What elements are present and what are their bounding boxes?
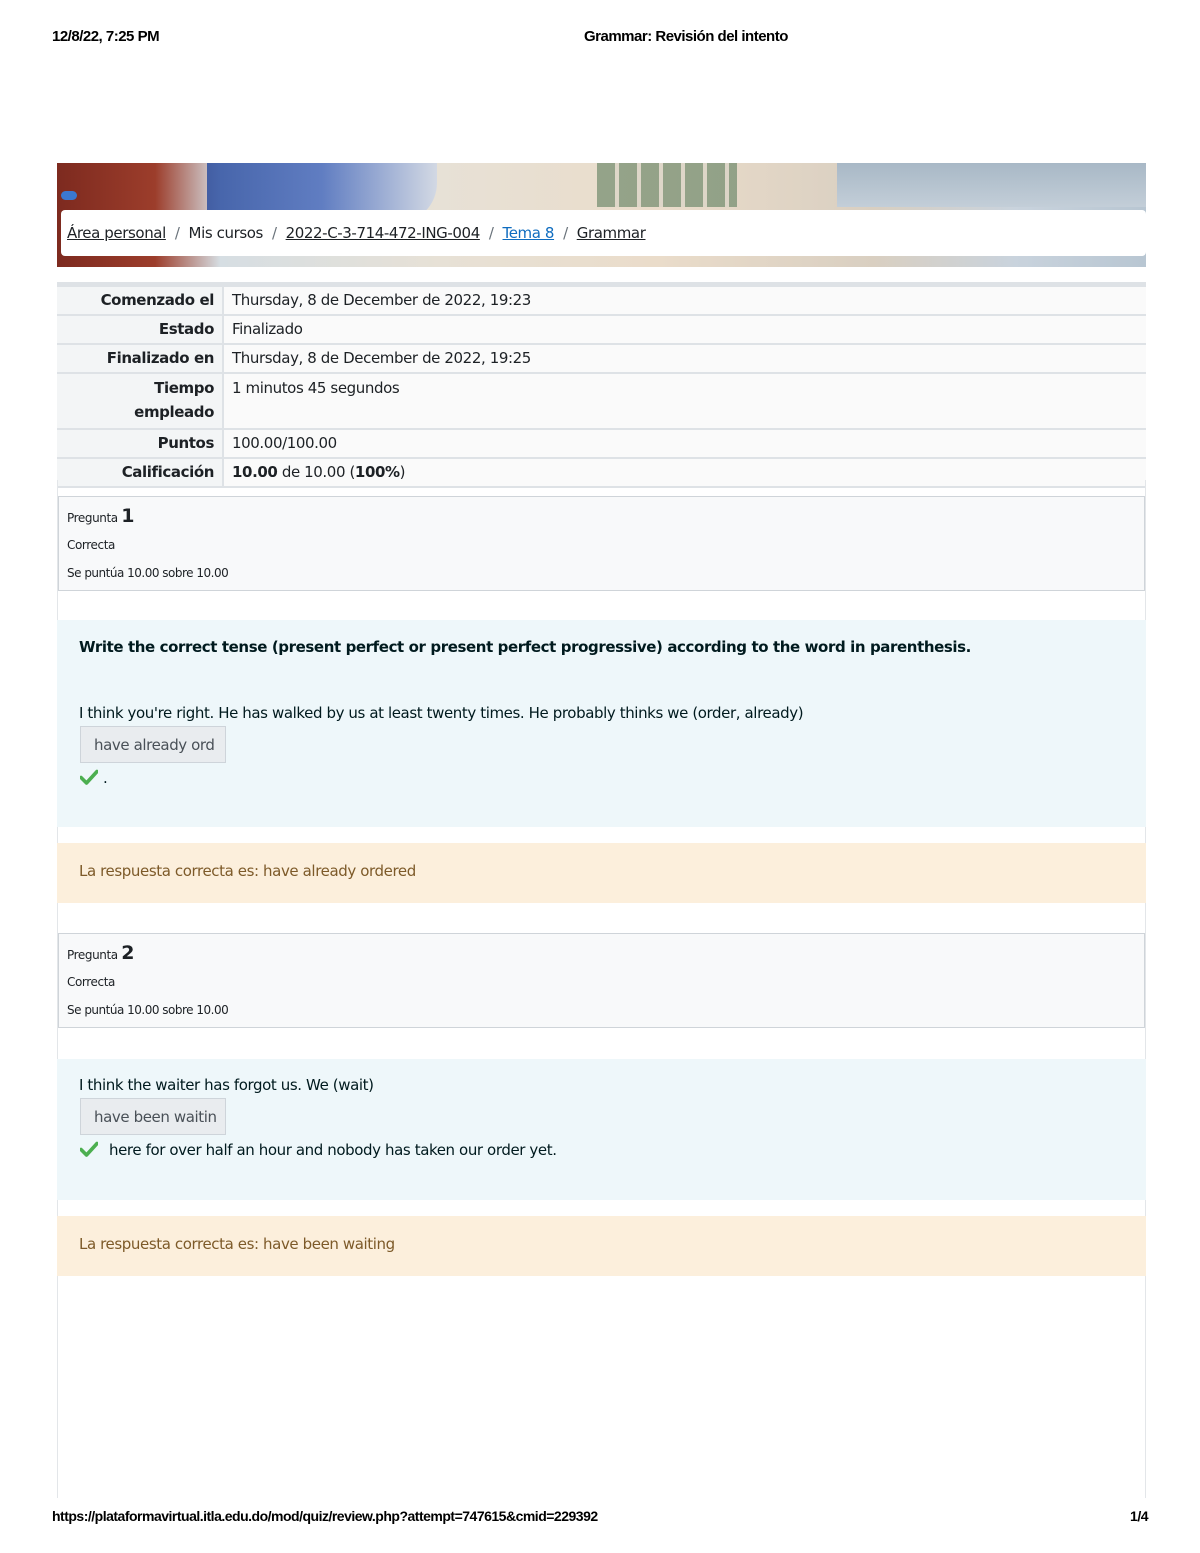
question-2-prefix: Pregunta <box>67 948 118 962</box>
question-2-grade: Se puntúa 10.00 sobre 10.00 <box>67 1003 229 1017</box>
attempt-summary <box>57 282 1146 488</box>
print-footer <box>52 1508 1148 1528</box>
breadcrumb-item-grammar[interactable]: Grammar <box>576 224 646 242</box>
question-1-feedback <box>57 843 1146 903</box>
question-2-after-text: here for over half an hour and nobody has taken our order yet. <box>109 1141 557 1159</box>
print-header <box>52 28 1148 48</box>
summary-value-time: 1 minutos 45 segundos <box>223 373 1146 429</box>
summary-value-points: 100.00/100.00 <box>223 429 1146 458</box>
breadcrumb-separator: / <box>174 224 180 242</box>
print-url: https://plataformavirtual.itla.edu.do/mod/quiz/review.php?attempt=747615&cmid=229392 <box>52 1508 598 1524</box>
question-1-content <box>57 620 1146 827</box>
summary-label-points: Puntos <box>57 429 223 458</box>
grade-value: 10.00 <box>232 463 278 481</box>
question-2-stem: I think the waiter has forgot us. We (wait) <box>79 1076 374 1094</box>
print-datetime: 12/8/22, 7:25 PM <box>52 28 160 45</box>
summary-value-state: Finalizado <box>223 315 1146 344</box>
question-1-info <box>58 496 1145 591</box>
question-1-prefix: Pregunta <box>67 511 118 525</box>
summary-label-time-line1: Tiempo <box>154 379 214 397</box>
breadcrumb-item-tema[interactable]: Tema 8 <box>502 224 555 242</box>
question-2-feedback <box>57 1216 1146 1276</box>
question-2-number-value: 2 <box>121 942 135 964</box>
question-2-state: Correcta <box>67 975 115 989</box>
breadcrumb-item-course[interactable]: 2022-C-3-714-472-ING-004 <box>285 224 480 242</box>
question-2-answer-field[interactable]: have been waitin <box>80 1098 226 1135</box>
summary-label-time <box>57 373 223 429</box>
question-1-after-text: . <box>103 769 108 787</box>
summary-value-finished: Thursday, 8 de December de 2022, 19:25 <box>223 344 1146 373</box>
summary-label-state: Estado <box>57 315 223 344</box>
breadcrumb-item-mis-cursos: Mis cursos <box>188 224 263 242</box>
question-1-instruction: Write the correct tense (present perfect or present perfect progressive) according to the word in parenthesis. <box>79 638 971 656</box>
print-title: Grammar: Revisión del intento <box>584 28 788 45</box>
breadcrumb-separator: / <box>271 224 277 242</box>
question-2-right-answer: La respuesta correcta es: have been waiting <box>79 1235 395 1253</box>
breadcrumb <box>61 210 1146 256</box>
summary-row-started <box>57 287 1146 315</box>
summary-label-started: Comenzado el <box>57 287 223 315</box>
summary-label-time-line2: empleado <box>134 403 214 421</box>
correct-check-icon <box>80 769 98 785</box>
question-2-info <box>58 933 1145 1028</box>
summary-value-started: Thursday, 8 de December de 2022, 19:23 <box>223 287 1146 315</box>
grade-percent: 100% <box>354 463 400 481</box>
question-1-grade: Se puntúa 10.00 sobre 10.00 <box>67 566 229 580</box>
banner-building-image <box>597 163 737 207</box>
breadcrumb-item-area-personal[interactable]: Área personal <box>67 224 166 242</box>
summary-row-finished <box>57 344 1146 373</box>
drawer-toggle-icon[interactable] <box>61 191 77 200</box>
attempt-summary-table <box>57 287 1146 488</box>
summary-value-grade <box>223 458 1146 487</box>
question-2-number <box>67 942 134 964</box>
question-2-content <box>57 1059 1146 1200</box>
banner-sky-image <box>837 163 1146 207</box>
summary-label-finished: Finalizado en <box>57 344 223 373</box>
summary-row-points <box>57 429 1146 458</box>
question-1-stem: I think you're right. He has walked by us at least twenty times. He probably thinks we (order, already) <box>79 704 804 722</box>
question-1-number-value: 1 <box>121 505 135 527</box>
grade-out-of: de 10.00 ( <box>277 463 355 481</box>
breadcrumb-separator: / <box>563 224 568 242</box>
breadcrumb-separator: / <box>488 224 494 242</box>
summary-row-grade <box>57 458 1146 487</box>
summary-row-time <box>57 373 1146 429</box>
question-1-right-answer: La respuesta correcta es: have already ordered <box>79 862 416 880</box>
grade-close: ) <box>399 463 406 481</box>
summary-label-grade: Calificación <box>57 458 223 487</box>
summary-row-state <box>57 315 1146 344</box>
course-banner <box>57 163 1146 267</box>
print-page-number: 1/4 <box>1130 1508 1148 1524</box>
correct-check-icon <box>80 1141 98 1157</box>
question-1-number <box>67 505 134 527</box>
question-1-state: Correcta <box>67 538 115 552</box>
question-1-answer-field[interactable]: have already ord <box>80 726 226 763</box>
